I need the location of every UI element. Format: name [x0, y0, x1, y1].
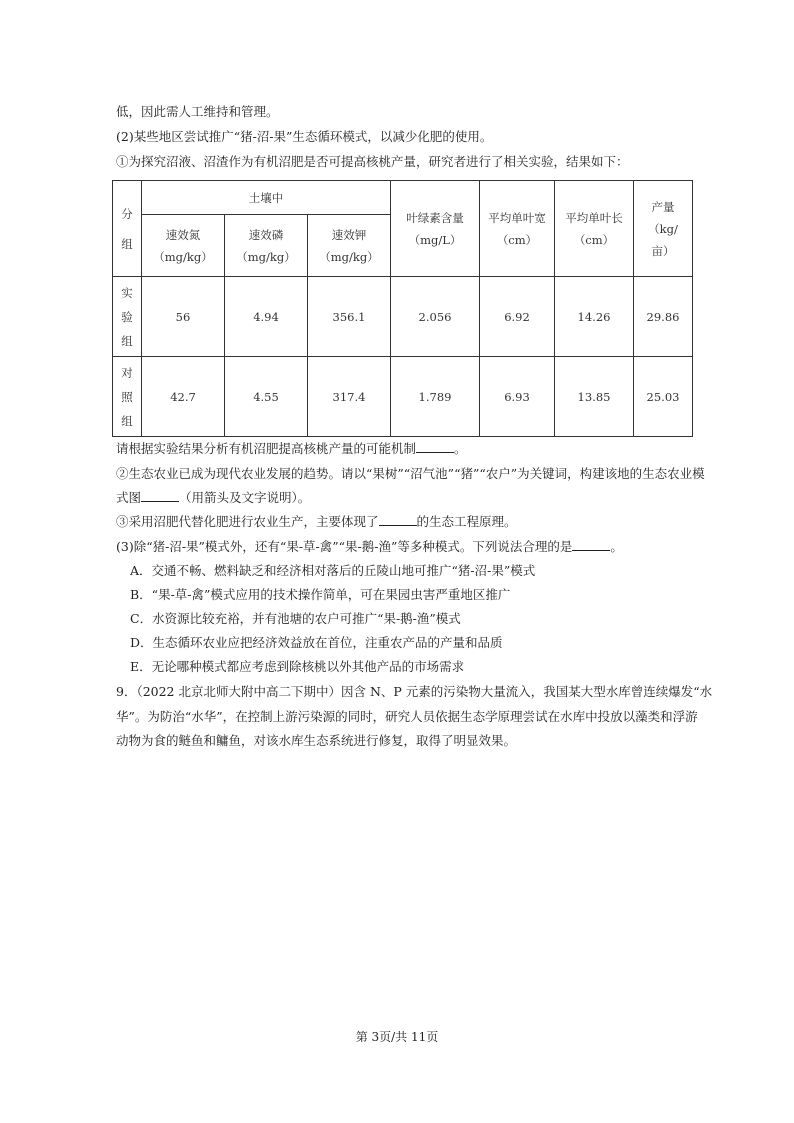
question-principle: ③采用沼肥代替化肥进行农业生产，主要体现了 的生态工程原理。: [116, 514, 517, 529]
table-cell: 42.7: [142, 357, 225, 437]
table-cell: 25.03: [634, 357, 693, 437]
group-header: 分 组: [113, 181, 142, 277]
table-row: [113, 277, 693, 357]
question-9-line-3: 动物为食的鲢鱼和鳙鱼，对该水库生态系统进行修复，取得了明显效果。: [116, 733, 517, 748]
option-a: A．交通不畅、燃料缺乏和经济相对落后的丘陵山地可推广“猪-沼-果”模式: [130, 563, 536, 578]
header-chlorophyll: 叶绿素含量 （mg/L）: [391, 181, 480, 277]
table-cell: 356.1: [308, 277, 391, 357]
option-c: C．水资源比较充裕，并有池塘的农户可推广“果-鹅-渔”模式: [130, 611, 461, 626]
question-model-a: ②生态农业已成为现代农业发展的趋势。请以“果树”“沼气池”“猪”“农户”为关键词，构建该地的生态农业模: [116, 466, 705, 481]
table-cell: 29.86: [634, 277, 693, 357]
table-cell: 6.93: [480, 357, 555, 437]
page-footer: 第 3页/共 11页: [355, 1030, 439, 1044]
answer-blank: [141, 489, 179, 502]
header-leaf-length: 平均单叶长 （cm）: [555, 181, 634, 277]
question-model-b: 式图 （用箭头及文字说明）。: [116, 490, 311, 505]
experiment-intro: ①为探究沼液、沼渣作为有机沼肥是否可提高核桃产量，研究者进行了相关实验，结果如下：: [116, 154, 629, 169]
question-part-2: (2)某些地区尝试推广“猪-沼-果”生态循环模式，以减少化肥的使用。: [116, 129, 493, 144]
table-cell: 317.4: [308, 357, 391, 437]
header-potassium: 速效钾 （mg/kg）: [308, 215, 391, 277]
option-d: D．生态循环农业应把经济效益放在首位，注重农产品的产量和品质: [130, 635, 503, 650]
table-row: [113, 357, 693, 437]
row-label: 实 验 组: [113, 277, 142, 357]
table-cell: 6.92: [480, 277, 555, 357]
table-cell: 1.789: [391, 357, 480, 437]
soil-header: 土壤中: [142, 181, 391, 215]
option-e: E．无论哪种模式都应考虑到除核桃以外其他产品的市场需求: [130, 659, 465, 674]
option-b: B．“果-草-禽”模式应用的技术操作简单，可在果园虫害严重地区推广: [130, 587, 511, 602]
row-label: 对 照 组: [113, 357, 142, 437]
table-cell: 4.94: [225, 277, 308, 357]
header-leaf-width: 平均单叶宽 （cm）: [480, 181, 555, 277]
question-part-3: (3)除“猪-沼-果”模式外，还有“果-草-禽”“果-鹅-渔”等多种模式。下列说法合理的是 。: [116, 539, 623, 554]
results-table: [112, 180, 693, 437]
question-9-line-2: 华”。为防治“水华”，在控制上游污染源的同时，研究人员依据生态学原理尝试在水库中投放以藻类和浮游: [116, 709, 698, 724]
header-nitrogen: 速效氮 （mg/kg）: [142, 215, 225, 277]
answer-blank: [379, 513, 417, 526]
table-cell: 56: [142, 277, 225, 357]
answer-blank: [572, 538, 610, 551]
question-mechanism: 请根据实验结果分析有机沼肥提高核桃产量的可能机制 。: [116, 441, 467, 456]
question-9-line-1: 9．（2022 北京北师大附中高二下期中）因含 N、P 元素的污染物大量流入，我国某大型水库曾连续爆发“水: [116, 684, 713, 699]
table-cell: 13.85: [555, 357, 634, 437]
answer-blank: [416, 440, 454, 453]
table-cell: 4.55: [225, 357, 308, 437]
header-phosphorus: 速效磷 （mg/kg）: [225, 215, 308, 277]
table-cell: 2.056: [391, 277, 480, 357]
text-line: 低，因此需人工维持和管理。: [116, 104, 279, 119]
table-cell: 14.26: [555, 277, 634, 357]
header-yield: 产量 （kg/ 亩）: [634, 181, 693, 277]
